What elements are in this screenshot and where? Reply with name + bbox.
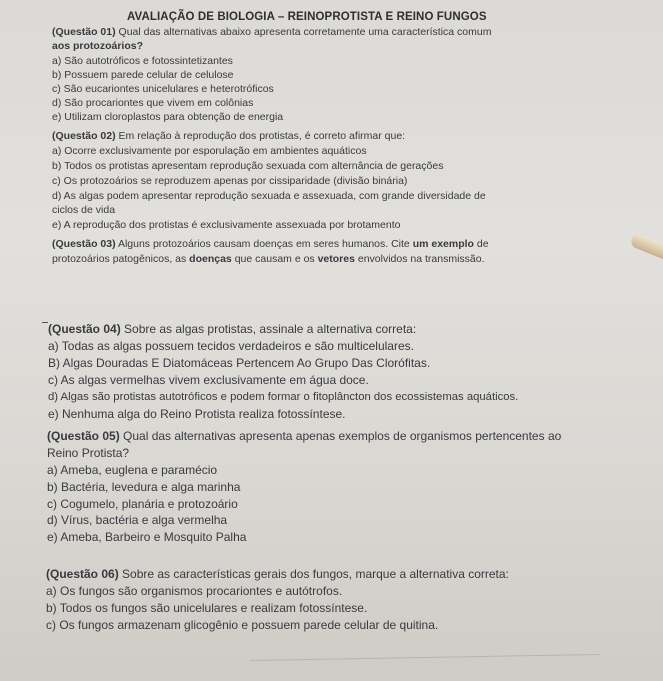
question-3-stem-line-2 [52,253,485,266]
pencil-tip [629,233,663,261]
question-2-text: Em relação à reprodução dos protistas, é correto afirmar que: [115,130,406,142]
question-4-label: (Questão 04) [48,322,121,336]
question-4-option-b: B) Algas Douradas E Diatomáceas Pertencem Ao Grupo Das Clorófitas. [48,356,431,370]
question-1-option-c: c) São eucariontes unicelulares e heterotróficos [52,83,274,95]
question-3-text-2e: envolvidos na transmissão. [354,253,485,265]
question-5-label: (Questão 05) [47,429,120,443]
answer-line [250,654,600,661]
exam-title: AVALIAÇÃO DE BIOLOGIA – REINOPROTISTA E REINO FUNGOS [127,11,487,23]
question-1-label: (Questão 01) [52,26,116,38]
question-4-stem [48,322,416,337]
question-5-option-c: c) Cogumelo, planária e protozoário [47,497,238,511]
question-2-option-a: a) Ocorre exclusivamente por esporulação em ambientes aquáticos [52,145,367,157]
question-5-option-b: b) Bactéria, levedura e alga marinha [47,480,241,494]
question-4-option-c: c) As algas vermelhas vivem exclusivamente em água doce. [48,373,369,387]
question-2-stem [52,130,405,143]
question-1-option-e: e) Utilizam cloroplastos para obtenção de energia [52,111,284,123]
question-2-option-c: c) Os protozoários se reproduzem apenas por cissiparidade (divisão binária) [52,175,408,187]
question-2-option-d: d) As algas podem apresentar reprodução sexuada e assexuada, com grande diversidade de [52,190,486,202]
question-6-text: Sobre as características gerais dos fungos, marque a alternativa correta: [118,567,509,581]
question-1-stem-line-1 [52,26,491,39]
question-1-stem-line-2: aos protozoários? [52,40,144,52]
question-5-option-e: e) Ameba, Barbeiro e Mosquito Palha [47,530,247,544]
question-3-emph-vectors: vetores [317,253,355,265]
question-1-option-a: a) São autotróficos e fotossintetizantes [52,55,233,67]
question-4-option-e: e) Nenhuma alga do Reino Protista realiza fotossíntese. [48,407,346,421]
question-3-stem-line-1 [52,238,489,251]
question-3-text-2c: que causam e os [231,253,318,265]
question-6-option-a: a) Os fungos são organismos procariontes e autótrofos. [46,584,343,598]
question-3-emph-diseases: doenças [189,253,232,265]
question-6-option-c: c) Os fungos armazenam glicogênio e possuem parede celular de quitina. [46,618,439,632]
question-3-emph-example: um exemplo [412,238,474,250]
question-4-text: Sobre as algas protistas, assinale a alternativa correta: [120,322,417,336]
question-2-option-d-cont: ciclos de vida [52,204,116,216]
question-3-text-a: Alguns protozoários causam doenças em seres humanos. Cite [115,238,413,250]
question-3-text-c: de [473,238,489,250]
question-1-option-d: d) São procariontes que vivem em colônias [52,97,254,109]
question-5-option-a: a) Ameba, euglena e paramécio [47,463,218,477]
question-6-stem [46,567,509,582]
question-1-option-b: b) Possuem parede celular de celulose [52,69,234,81]
question-6-option-b: b) Todos os fungos são unicelulares e realizam fotossíntese. [46,601,368,615]
question-4-option-a: a) Todas as algas possuem tecidos verdadeiros e são multicelulares. [48,339,414,353]
question-5-stem-line-2: Reino Protista? [47,446,130,460]
question-5-option-d: d) Vírus, bactéria e alga vermelha [47,513,228,527]
question-4-option-d: d) Algas são protistas autotróficos e podem formar o fitoplâncton dos ecossistemas aquáticos. [48,391,519,403]
question-3-label: (Questão 03) [52,238,116,250]
question-2-option-e: e) A reprodução dos protistas é exclusivamente assexuada por brotamento [52,219,401,231]
question-5-text: Qual das alternativas apresenta apenas exemplos de organismos pertencentes ao [119,429,562,443]
question-6-label: (Questão 06) [46,567,119,581]
question-1-text: Qual das alternativas abaixo apresenta corretamente uma característica comum [115,26,492,38]
question-2-option-b: b) Todos os protistas apresentam reprodução sexuada com alternância de gerações [52,160,444,172]
question-2-label: (Questão 02) [52,130,116,142]
question-5-stem-line-1 [47,429,561,444]
question-3-text-2a: protozoários patogênicos, as [52,253,190,265]
